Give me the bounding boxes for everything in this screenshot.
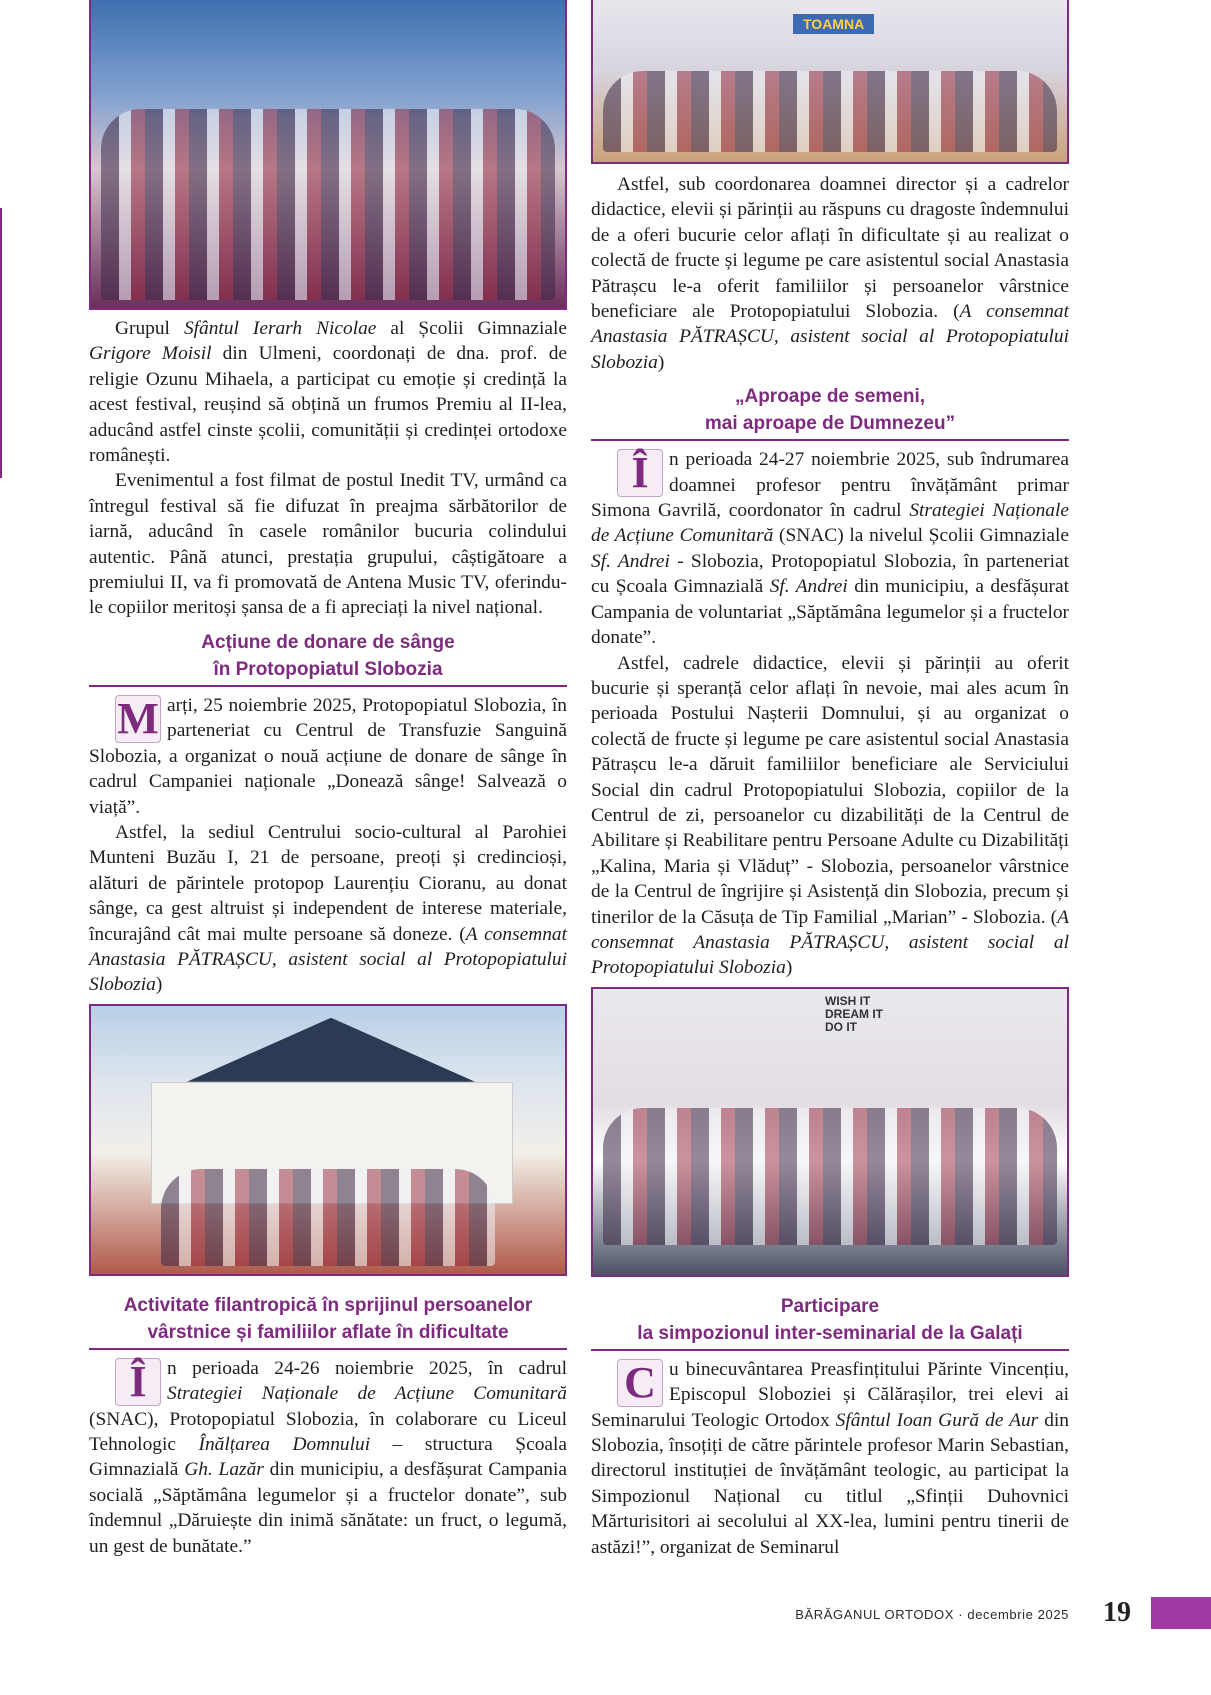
- right-column: [591, 0, 1069, 1560]
- toamna-banner: TOAMNA: [793, 14, 874, 34]
- drop-cap: M: [115, 695, 161, 743]
- collection-paragraph: Astfel, sub coordonarea doamnei director și a cadrelor didactice, elevii și părinții au răspuns cu dragoste îndemnului de a oferi bucurie celor aflați în dificultate și au realizat o colectă de fructe și legume pe care asistentul social Anastasia Pătrașcu le-a oferit familiilor și persoanelor vârstnice beneficiare ale Protopopiatului Slobozia. (A consemnat Anastasia PĂTRAȘCU, asistent social al Protopopiatului Slobozia): [591, 174, 1069, 373]
- page-tab: [1151, 1597, 1211, 1629]
- page-edge-rule: [0, 208, 2, 478]
- left-column: [89, 0, 567, 1559]
- heading-rule: [89, 1348, 567, 1350]
- classroom-donation-photo: [591, 987, 1069, 1277]
- philanthropic-heading: Activitate filantropică în sprijinul persoanelor vârstnice și familiilor aflate în dificultate: [123, 1294, 533, 1343]
- heading-rule: [89, 685, 567, 687]
- donors-paragraph: Astfel, la sediul Centrului socio-cultural al Parohiei Munteni Buzău I, 21 de persoane, preoți și credincioși, alături de părintele protopop Laurențiu Cioranu, au donat sânge, ca gest altruist și independent de interese materiale, încurajând cât mai multe persoane să doneze. (A consemnat Anastasia PĂTRAȘCU, asistent social al Protopopiatului Slobozia): [89, 821, 568, 996]
- volunteer-campaign-paragraph: Î n perioada 24-27 noiembrie 2025, sub îndrumarea doamnei profesor pentru învățământ primar Simona Gavrilă, coordonator în cadrul Strategiei Naționale de Acțiune Comunitară (SNAC) la nivelul Școlii Gimnaziale Sf. Andrei - Slobozia, Protopopiatul Slobozia, în parteneriat cu Școala Gimnazială Sf. Andrei din municipiu, a desfășurat Campania de voluntariat „Săptămâna legumelor și a fructelor donate”.: [591, 448, 1070, 649]
- church-center-photo: [89, 1004, 567, 1276]
- page-footer: [0, 1595, 1211, 1635]
- drop-cap: Î: [617, 449, 663, 497]
- broadcast-paragraph: Evenimentul a fost filmat de postul Inedit TV, urmând ca întregul festival să fie difuzat în preajma sărbătorilor de iarnă, aducând în casele românilor bucuria colindului autentic. Până atunci, prestația grupului, câștigătoare a premiului II, va fi promovată de Antena Music TV, oferindu-le copiilor meritoși șansa de a fi apreciați la nivel național.: [89, 470, 567, 619]
- blood-donation-paragraph: M arți, 25 noiembrie 2025, Protopopiatul Slobozia, în parteneriat cu Centrul de Transfuzie Sanguină Slobozia, a organizat o nouă acțiune de donare de sânge în cadrul Campaniei naționale „Donează sânge! Salvează o viață”.: [89, 693, 567, 818]
- beneficiaries-paragraph: Astfel, cadrele didactice, elevii și părinții au oferit bucurie și speranță celor aflați în nevoie, mai ales acum în perioada Postului Nașterii Domnului, și au organizat o colectă de fructe și legume pe care asistentul social Anastasia Pătrașcu le-a dăruit familiilor beneficiare ale Serviciului Social din cadrul Protopopiatului Slobozia, copiilor de la Centrul de zi, persoanelor cu dizabilități de la Centrul de Abilitare și Reabilitare pentru Persoane Adulte cu Dizabilități „Kalina, Maria și Vlăduț” - Slobozia, persoanelor vârstnice de la Centrul de îngrijire și Asistență din Slobozia, precum și tinerilor de la Căsuța de Tip Familial „Marian” - Slobozia. (A consemnat Anastasia PĂTRAȘCU, asistent social al Protopopiatului Slobozia): [591, 652, 1069, 979]
- page-number: 19: [1103, 1597, 1131, 1628]
- heading-rule: [591, 1349, 1069, 1351]
- publication-name: BĂRĂGANUL ORTODOX · decembrie 2025: [795, 1607, 1069, 1622]
- festival-paragraph: Grupul Sfântul Ierarh Nicolae al Școlii Gimnaziale Grigore Moisil din Ulmeni, coordonați de dna. prof. de religie Ozunu Mihaela, a participat cu emoție și credință la acest festival, reușind să obțină un frumos Premiu al II-lea, aducând astfel cinste școlii, comunității și credinței ortodoxe românești.: [89, 318, 568, 467]
- heading-rule: [591, 439, 1069, 441]
- symposium-heading: Participare la simpozionul inter-seminarial de la Galați: [637, 1295, 1023, 1344]
- symposium-paragraph: C u binecuvântarea Preasfințitului Părinte Vincențiu, Episcopul Sloboziei și Călărașilor, trei elevi ai Seminarului Teologic Ortodox Sfântul Ioan Gură de Aur din Slobozia, însoțiți de către părintele profesor Marin Sebastian, directorul instituției de învățământ teologic, au participat la Simpozionul Național cu titlul „Sfinții Duhovnici Mărturisitori ai secolului al XX-lea, lumini pentru tinerii de astăzi!”, organizat de Seminarul: [591, 1357, 1069, 1558]
- blood-donation-heading: Acțiune de donare de sânge în Protopopiatul Slobozia: [201, 631, 455, 680]
- drop-cap: C: [617, 1359, 663, 1407]
- classroom-sign: WISH IT DREAM IT DO IT: [825, 993, 883, 1034]
- neighbors-heading: „Aproape de semeni, mai aproape de Dumnezeu”: [704, 386, 956, 435]
- autumn-school-photo: [591, 0, 1069, 164]
- drop-cap: Î: [115, 1358, 161, 1406]
- festival-group-photo: [89, 0, 567, 310]
- philanthropic-paragraph: Î n perioada 24-26 noiembrie 2025, în cadrul Strategiei Naționale de Acțiune Comunitară (SNAC), Protopopiatul Slobozia, în colaborare cu Liceul Tehnologic Înălțarea Domnului – structura Școala Gimnazială Gh. Lazăr din municipiu, a desfășurat Campania socială „Săptămâna legumelor și a fructelor donate”, sub îndemnul „Dăruiește din inimă sănătate: un fruct, o legumă, un gest de bunătate.”: [89, 1356, 567, 1557]
